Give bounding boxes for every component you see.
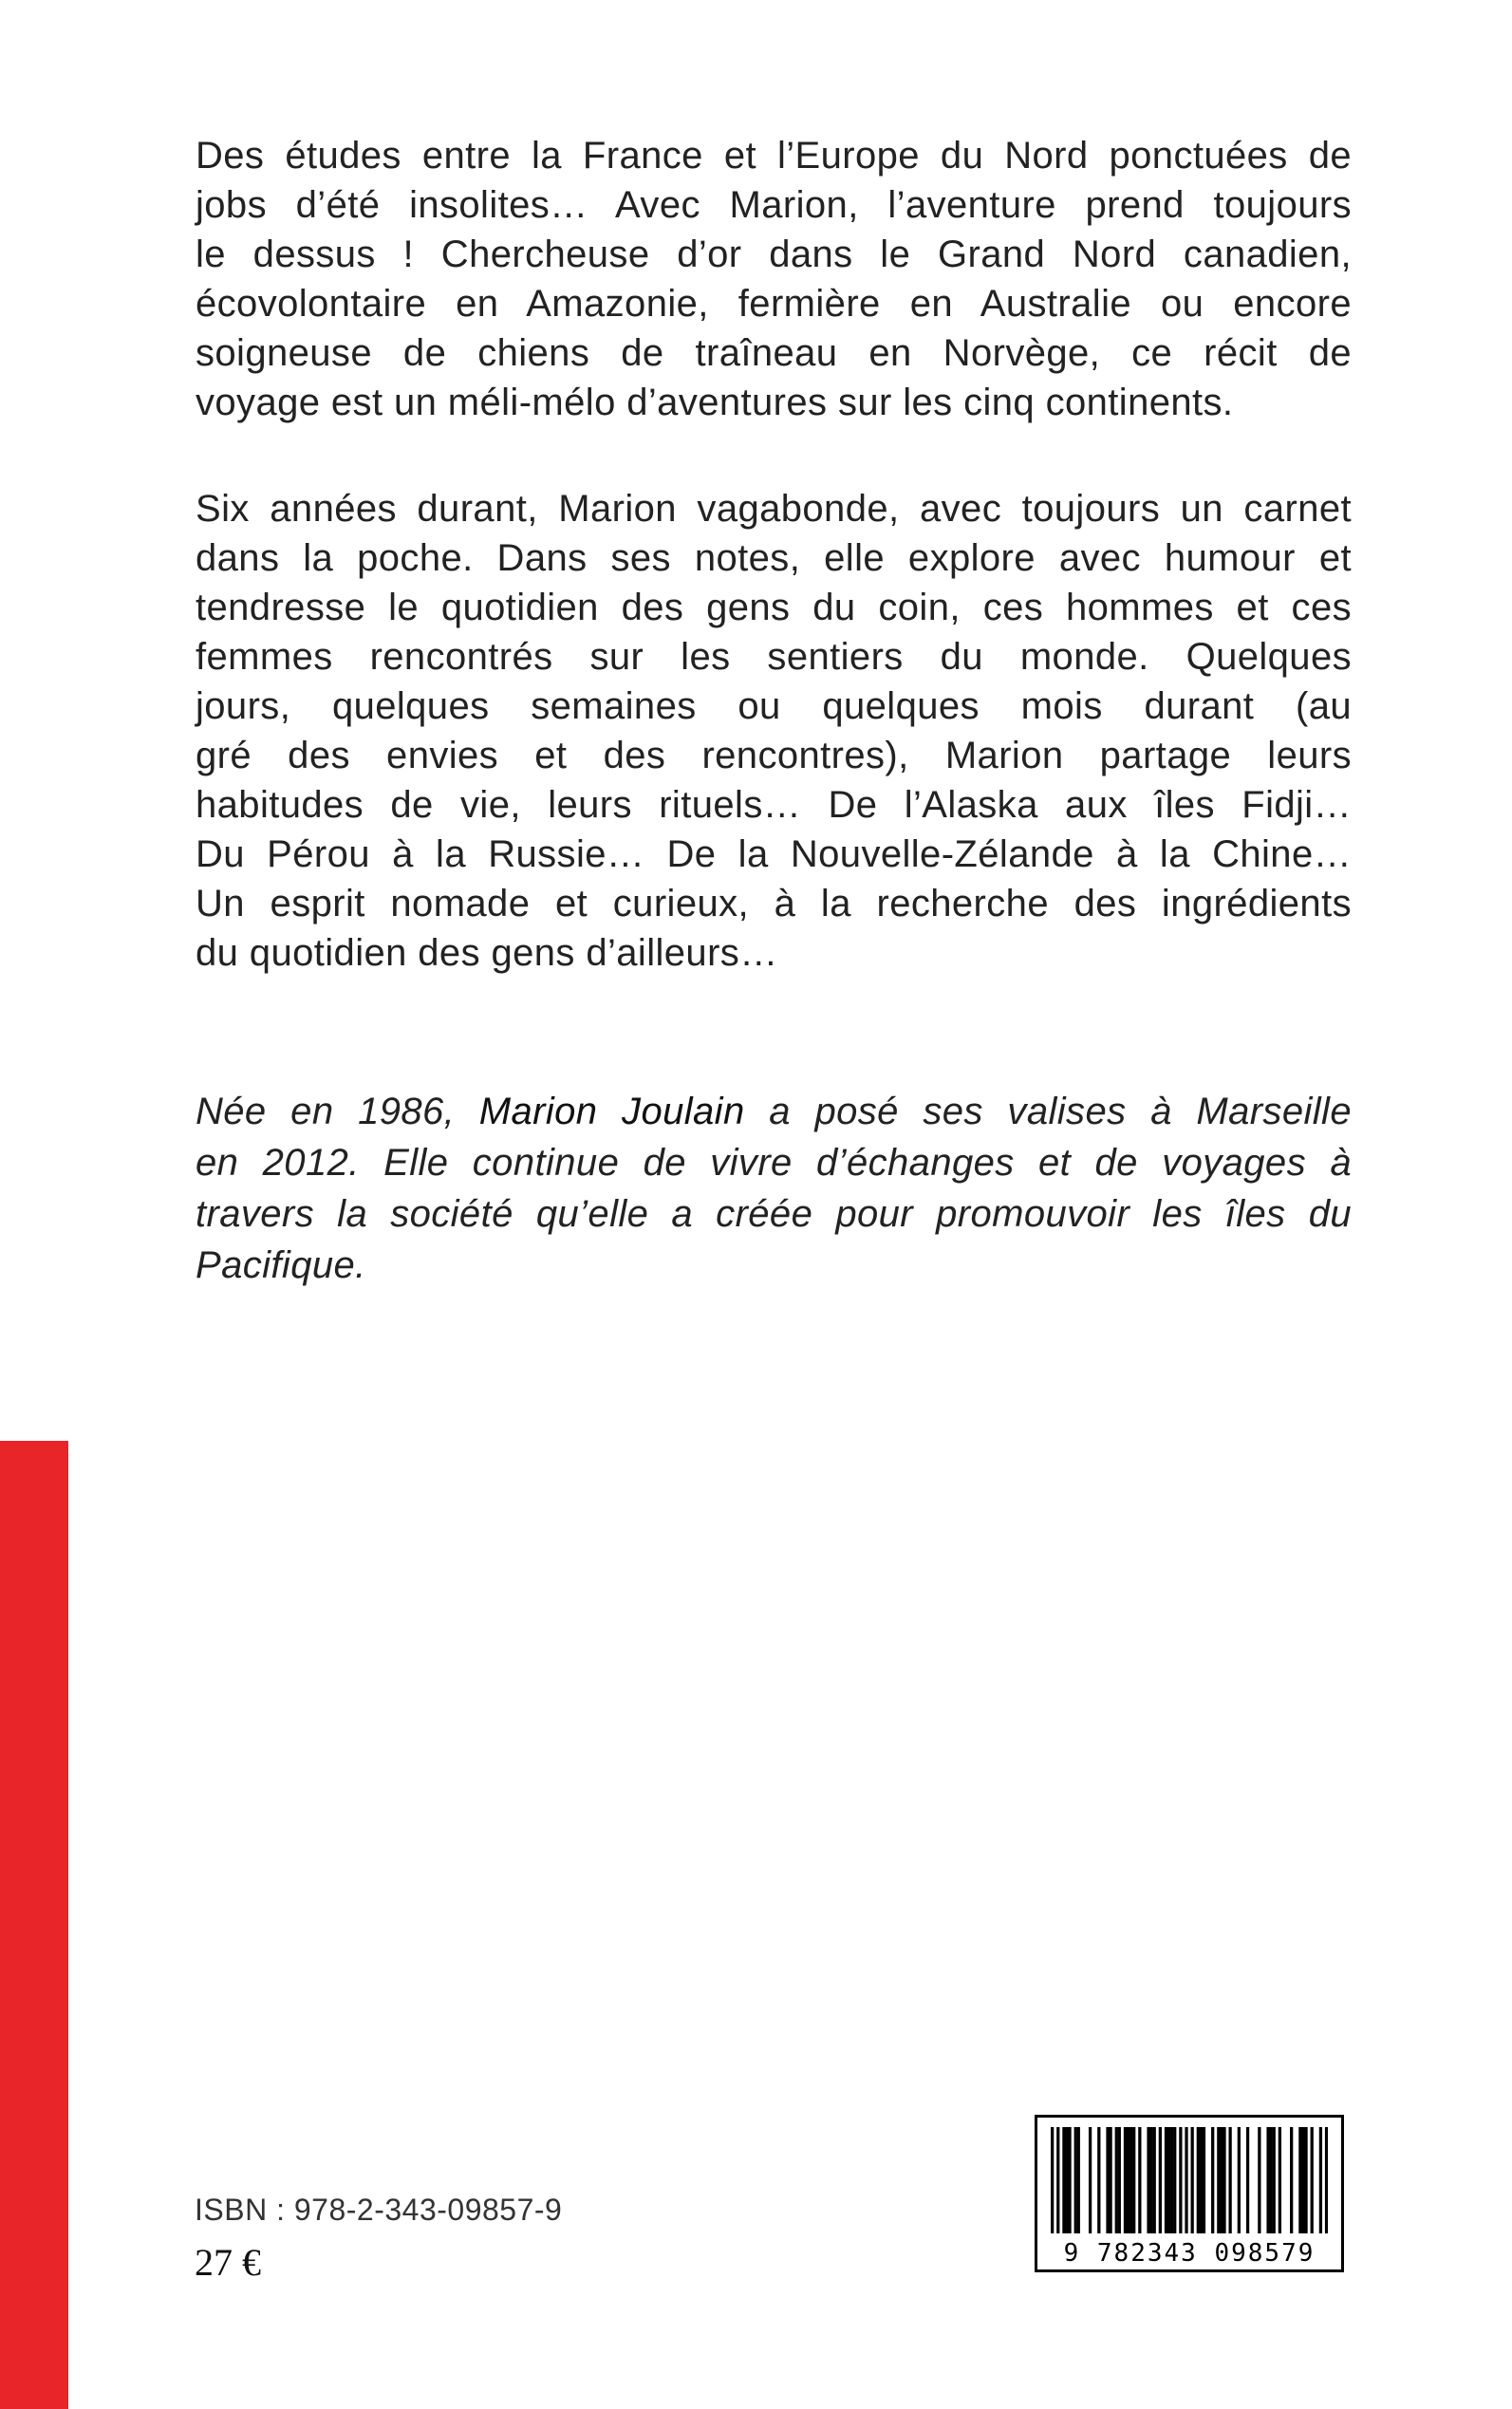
barcode-bar bbox=[1325, 2127, 1328, 2233]
barcode-bar bbox=[1279, 2127, 1281, 2233]
barcode-bar bbox=[1159, 2127, 1162, 2233]
text-line: jobs d’été insolites… Avec Marion, l’aventure prend toujours bbox=[196, 184, 1352, 226]
barcode-bar bbox=[1153, 2127, 1156, 2233]
text-line: du quotidien des gens d’ailleurs… bbox=[196, 932, 778, 974]
bio-line: en 2012. Elle continue de vivre d’échanges et de voyages à bbox=[196, 1142, 1352, 1184]
barcode-bar bbox=[1211, 2127, 1214, 2233]
barcode-bar bbox=[1138, 2127, 1141, 2233]
barcode-bar bbox=[1298, 2127, 1301, 2233]
price-text: 27 € bbox=[195, 2241, 261, 2284]
barcode-bar bbox=[1304, 2127, 1307, 2233]
barcode-bar bbox=[1150, 2127, 1153, 2233]
text-line: Des études entre la France et l’Europe du Nord ponctuées de bbox=[196, 135, 1352, 177]
barcode-bar bbox=[1246, 2127, 1249, 2233]
text-line: femmes rencontrés sur les sentiers du monde. Quelques bbox=[196, 636, 1352, 678]
barcode-bar bbox=[1266, 2127, 1269, 2233]
barcode-bar bbox=[1109, 2127, 1111, 2233]
barcode-bar bbox=[1127, 2127, 1129, 2233]
text-line: gré des envies et des rencontres), Marion partage leurs bbox=[196, 735, 1352, 776]
red-accent-band bbox=[0, 1441, 68, 2409]
text-line: Un esprit nomade et curieux, à la recherche des ingrédients bbox=[196, 883, 1352, 924]
bio-line: Pacifique. bbox=[196, 1244, 366, 1286]
barcode-bar bbox=[1290, 2127, 1293, 2233]
barcode-bar bbox=[1258, 2127, 1260, 2233]
barcode-bar bbox=[1220, 2127, 1223, 2233]
bio-line: travers la société qu’elle a créée pour promouvoir les îles du bbox=[196, 1193, 1352, 1235]
barcode-bar bbox=[1056, 2127, 1059, 2233]
text-line: Du Pérou à la Russie… De la Nouvelle-Zélande à la Chine… bbox=[196, 833, 1352, 875]
barcode-bar bbox=[1147, 2127, 1149, 2233]
barcode-bar bbox=[1132, 2127, 1135, 2233]
synopsis-paragraph-2 bbox=[196, 484, 1352, 978]
text-line: écovolontaire en Amazonie, fermière en Australie ou encore bbox=[196, 283, 1352, 325]
text-line: soigneuse de chiens de traîneau en Norvège, ce récit de bbox=[196, 332, 1352, 374]
barcode-bar bbox=[1167, 2127, 1170, 2233]
barcode-bar bbox=[1203, 2127, 1205, 2233]
bio-line bbox=[196, 1086, 1352, 1137]
barcode-bars bbox=[1051, 2127, 1328, 2233]
text-line: voyage est un méli-mélo d’aventures sur les cinq continents. bbox=[196, 382, 1234, 423]
barcode-bar bbox=[1200, 2127, 1203, 2233]
barcode-bar bbox=[1228, 2127, 1231, 2233]
barcode-bar bbox=[1051, 2127, 1054, 2233]
barcode-bar bbox=[1238, 2127, 1241, 2233]
barcode-bar bbox=[1097, 2127, 1100, 2233]
synopsis-paragraph-1 bbox=[196, 131, 1352, 427]
author-bio bbox=[196, 1086, 1352, 1291]
bio-prefix: Née en 1986, bbox=[196, 1091, 479, 1132]
barcode-bar bbox=[1319, 2127, 1322, 2233]
barcode-bar bbox=[1074, 2127, 1077, 2233]
barcode-bar bbox=[1065, 2127, 1068, 2233]
barcode-bar bbox=[1173, 2127, 1176, 2233]
barcode-bar bbox=[1124, 2127, 1127, 2233]
text-line: Six années durant, Marion vagabonde, avec toujours un carnet bbox=[196, 488, 1352, 530]
barcode-bar bbox=[1223, 2127, 1225, 2233]
text-line: habitudes de vie, leurs rituels… De l’Alaska aux îles Fidji… bbox=[196, 784, 1352, 826]
barcode-digits: 9 782343 098579 bbox=[1037, 2239, 1341, 2268]
text-line: le dessus ! Chercheuse d’or dans le Grand Nord canadien, bbox=[196, 233, 1352, 275]
barcode-bar bbox=[1191, 2127, 1194, 2233]
barcode-bar bbox=[1077, 2127, 1080, 2233]
barcode-bar bbox=[1115, 2127, 1118, 2233]
barcode-bar bbox=[1089, 2127, 1092, 2233]
barcode-bar bbox=[1129, 2127, 1132, 2233]
barcode-bar bbox=[1165, 2127, 1167, 2233]
author-name: Marion Joulain bbox=[478, 1091, 745, 1132]
text-line: dans la poche. Dans ses notes, elle explore avec humour et bbox=[196, 537, 1352, 579]
barcode-bar bbox=[1118, 2127, 1121, 2233]
text-line: jours, quelques semaines ou quelques mois durant (au bbox=[196, 685, 1352, 727]
barcode-bar bbox=[1273, 2127, 1276, 2233]
barcode-bar bbox=[1062, 2127, 1065, 2233]
barcode-bar bbox=[1217, 2127, 1220, 2233]
text-line: tendresse le quotidien des gens du coin, ces hommes et ces bbox=[196, 587, 1352, 628]
barcode-bar bbox=[1170, 2127, 1173, 2233]
barcode-bar bbox=[1068, 2127, 1071, 2233]
barcode-bar bbox=[1185, 2127, 1187, 2233]
barcode-bar bbox=[1197, 2127, 1200, 2233]
isbn-text: ISBN : 978-2-343-09857-9 bbox=[195, 2193, 563, 2227]
barcode-bar bbox=[1179, 2127, 1182, 2233]
barcode-bar bbox=[1270, 2127, 1273, 2233]
bio-suffix: a posé ses valises à Marseille bbox=[744, 1091, 1352, 1132]
barcode-bar bbox=[1301, 2127, 1304, 2233]
barcode-bar bbox=[1106, 2127, 1109, 2233]
barcode bbox=[1035, 2115, 1344, 2272]
barcode-bar bbox=[1311, 2127, 1314, 2233]
